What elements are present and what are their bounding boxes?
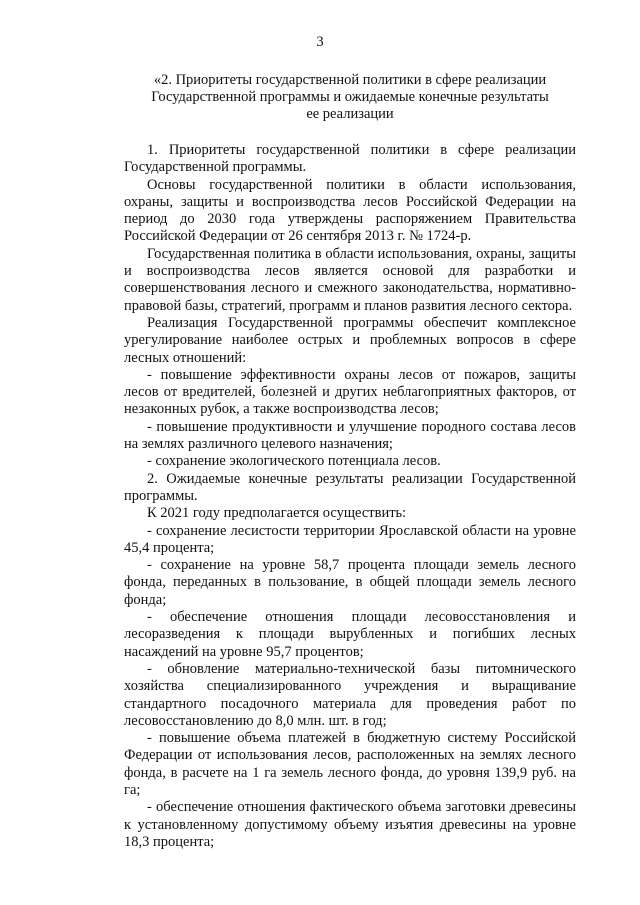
page-number: 3 bbox=[316, 34, 324, 50]
list-item: - повышение объема платежей в бюджетную систему Российской Федерации от использования лесов, расположенных на землях лесного фонда, в расчете на 1 га земель лесного фонда, до уровня 139,9 руб. на га; bbox=[124, 730, 576, 798]
document-body bbox=[124, 142, 576, 851]
paragraph: Государственная политика в области использования, охраны, защиты и воспроизводства лесов является основой для разработки и совершенствования лесного и смежного законодательства, нормативно-правовой базы, стратегий, программ и планов развития лесного сектора. bbox=[124, 245, 576, 314]
list-item: - обновление материально-технической базы питомнического хозяйства специализированного учреждения и выращивание стандартного посадочного материала для проведения работ по лесовосстановлению до 8,0 млн. шт. в год; bbox=[124, 660, 576, 729]
list-item: - сохранение лесистости территории Ярославской области на уровне 45,4 процента; bbox=[124, 522, 576, 556]
heading-line: ее реализации bbox=[306, 106, 394, 122]
heading-line: Государственной программы и ожидаемые конечные результаты bbox=[151, 89, 549, 105]
paragraph: 1. Приоритеты государственной политики в сфере реализации Государственной программы. bbox=[124, 142, 576, 176]
list-item: - сохранение экологического потенциала лесов. bbox=[147, 453, 441, 470]
section-heading bbox=[124, 72, 576, 123]
list-item: - обеспечение отношения площади лесовосстановления и лесоразведения к площади вырубленных и погибших лесных насаждений на уровне 95,7 процентов; bbox=[124, 609, 576, 660]
paragraph: Реализация Государственной программы обеспечит комплексное урегулирование наиболее острых и проблемных вопросов в сфере лесных отношений: bbox=[124, 314, 576, 366]
paragraph: 2. Ожидаемые конечные результаты реализации Государственной программы. bbox=[124, 470, 576, 504]
list-item: - сохранение на уровне 58,7 процента площади земель лесного фонда, переданных в пользование, в общей площади земель лесного фонда; bbox=[124, 557, 576, 608]
paragraph: Основы государственной политики в области использования, охраны, защиты и воспроизводства лесов Российской Федерации на период до 2030 года утверждены распоряжением Правительства Российской Федерации от 26 сентября 2013 г. № 1724-р. bbox=[124, 176, 576, 245]
list-item: - повышение продуктивности и улучшение породного состава лесов на землях различного целевого назначения; bbox=[124, 418, 576, 453]
paragraph: К 2021 году предполагается осуществить: bbox=[147, 505, 407, 522]
list-item: - обеспечение отношения фактического объема заготовки древесины к установленному допустимому объему изъятия древесины на уровне 18,3 процента; bbox=[124, 799, 576, 850]
list-item: - повышение эффективности охраны лесов от пожаров, защиты лесов от вредителей, болезней и других неблагоприятных факторов, от незаконных рубок, а также воспроизводства лесов; bbox=[124, 366, 576, 418]
heading-line: «2. Приоритеты государственной политики в сфере реализации bbox=[153, 72, 547, 88]
